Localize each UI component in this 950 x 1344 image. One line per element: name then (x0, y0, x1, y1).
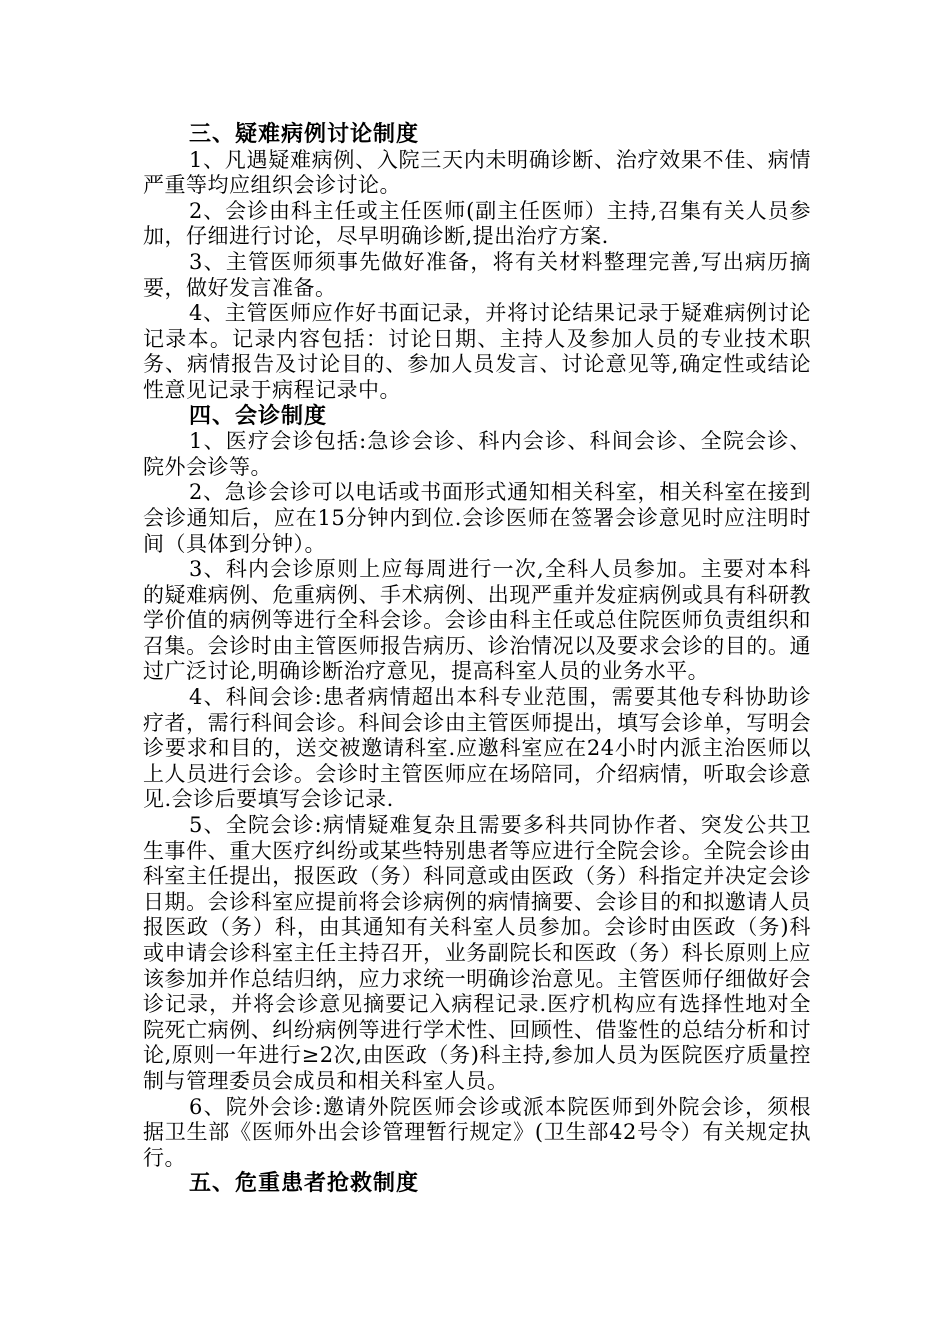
paragraph: 1、凡遇疑难病例、入院三天内未明确诊断、治疗效果不佳、病情严重等均应组织会诊讨论。 (143, 147, 811, 198)
section-heading-consultation: 四、会诊制度 (189, 402, 328, 429)
paragraph: 5、全院会诊:病情疑难复杂且需要多科共同协作者、突发公共卫生事件、重大医疗纠纷或某些特别患者等应进行全院会诊。全院会诊由科室主任提出，报医政（务）科同意或由医政（务）科指定并决定会诊日期。会诊科室应提前将会诊病例的病情摘要、会诊目的和拟邀请人员报医政（务）科，由其通知有关科室人员参加。会诊时由医政（务)科或申请会诊科室主任主持召开，业务副院长和医政（务）科长原则上应该参加并作总结归纳，应力求统一明确诊治意见。主管医师仔细做好会诊记录，并将会诊意见摘要记入病程记录.医疗机构应有选择性地对全院死亡病例、纠纷病例等进行学术性、回顾性、借鉴性的总结分析和讨论,原则一年进行≥2次,由医政（务)科主持,参加人员为医院医疗质量控制与管理委员会成员和相关科室人员。 (143, 813, 811, 1093)
paragraph: 6、院外会诊:邀请外院医师会诊或派本院医师到外院会诊，须根据卫生部《医师外出会诊管理暂行规定》(卫生部42号令）有关规定执行。 (143, 1094, 811, 1170)
paragraph: 2、会诊由科主任或主任医师(副主任医师）主持,召集有关人员参加，仔细进行讨论，尽早明确诊断,提出治疗方案. (143, 198, 811, 249)
section-heading-critical-patient-rescue: 五、危重患者抢救制度 (189, 1170, 420, 1197)
paragraph: 3、科内会诊原则上应每周进行一次,全科人员参加。主要对本科的疑难病例、危重病例、手术病例、出现严重并发症病例或具有科研教学价值的病例等进行全科会诊。会诊由科主任或总住院医师负责组织和召集。会诊时由主管医师报告病历、诊治情况以及要求会诊的目的。通过广泛讨论,明确诊断治疗意见，提高科室人员的业务水平。 (143, 557, 811, 684)
document-page (143, 122, 811, 1197)
paragraph: 4、主管医师应作好书面记录，并将讨论结果记录于疑难病例讨论记录本。记录内容包括：讨论日期、主持人及参加人员的专业技术职务、病情报告及讨论目的、参加人员发言、讨论意见等,确定性或结论性意见记录于病程记录中。 (143, 301, 811, 402)
paragraph: 3、主管医师须事先做好准备，将有关材料整理完善,写出病历摘要，做好发言准备。 (143, 249, 811, 300)
paragraph: 4、科间会诊:患者病情超出本科专业范围，需要其他专科协助诊疗者，需行科间会诊。科间会诊由主管医师提出，填写会诊单，写明会诊要求和目的，送交被邀请科室.应邀科室应在24小时内派主治医师以上人员进行会诊。会诊时主管医师应在场陪同，介绍病情，听取会诊意见.会诊后要填写会诊记录. (143, 685, 811, 812)
paragraph: 2、急诊会诊可以电话或书面形式通知相关科室，相关科室在接到会诊通知后，应在15分钟内到位.会诊医师在签署会诊意见时应注明时间（具体到分钟）。 (143, 480, 811, 556)
paragraph: 1、医疗会诊包括:急诊会诊、科内会诊、科间会诊、全院会诊、院外会诊等。 (143, 429, 811, 479)
section-heading-difficult-case-discussion: 三、疑难病例讨论制度 (189, 121, 420, 147)
